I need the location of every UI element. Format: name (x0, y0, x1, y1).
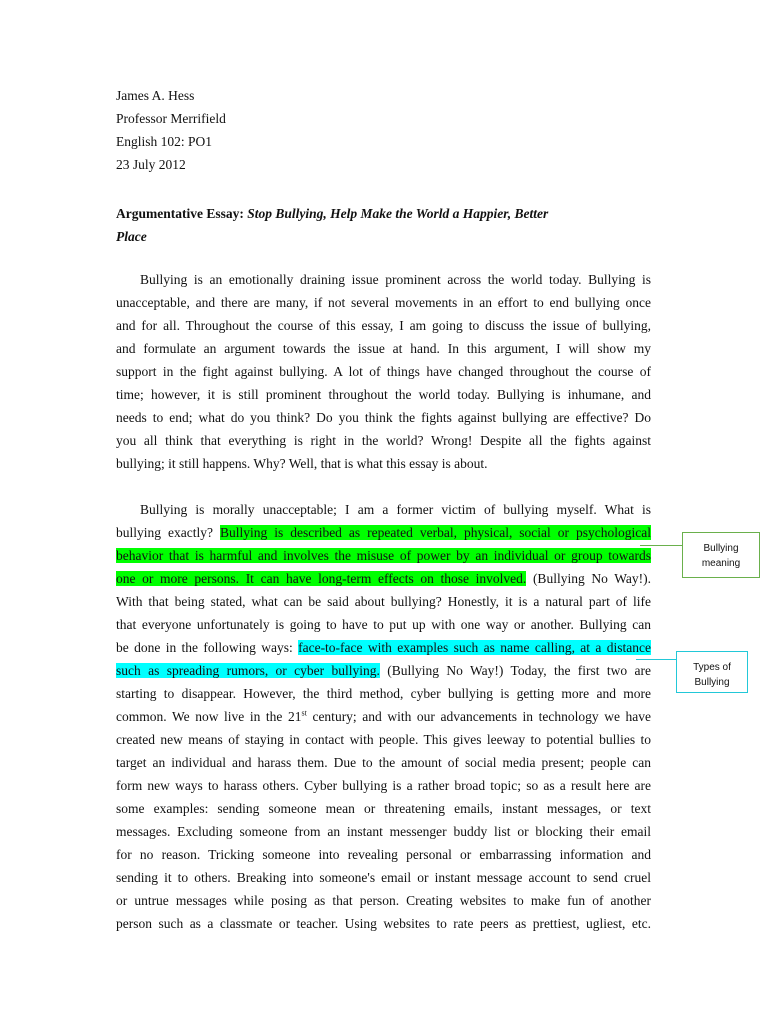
paragraph-line: Bullying is an emotionally draining issue prominent across the world today. Bullying is (140, 272, 651, 287)
professor-name: Professor Merrifield (116, 111, 226, 126)
paragraph-line: target an individual and harass them. Due to the amount of social media present; people can (116, 755, 651, 770)
paragraph-line: starting to disappear. However, the third method, cyber bullying is getting more and more (116, 686, 651, 701)
paragraph-line: form new ways to harass others. Cyber bullying is a rather broad topic; so as a result here are (116, 778, 651, 793)
comment-connector-line (640, 545, 682, 546)
highlight-bullying-meaning: Bullying is described as repeated verbal, physical, social or psychological (219, 525, 651, 540)
paragraph-line: Bullying is morally unacceptable; I am a former victim of bullying myself. What is (140, 502, 651, 517)
superscript: st (301, 708, 307, 718)
course-name: English 102: PO1 (116, 134, 213, 149)
essay-date: 23 July 2012 (116, 157, 186, 172)
highlight-bullying-meaning: behavior that is harmful and involves the misuse of power by an individual or group towards (116, 548, 651, 563)
paragraph-line: and for all. Throughout the course of this essay, I am going to discuss the issue of bullying, (116, 318, 651, 333)
paragraph-line: unacceptable, and there are many, if not several movements in an effort to end bullying once (116, 295, 651, 310)
paragraph-line: messages. Excluding someone from an instant messenger buddy list or blocking their email (116, 824, 651, 839)
paragraph-line: that everyone unfortunately is going to have to put up with one way or another. Bullying can (116, 617, 651, 632)
paragraph-line: needs to end; what do you think? Do you think the fights against bullying are effective? Do (116, 410, 651, 425)
comment-bullying-meaning[interactable] (682, 532, 760, 578)
text-run: be done in the following ways: (116, 640, 293, 655)
comment-text: Bullying (694, 677, 730, 688)
text-run: bullying exactly? (116, 525, 213, 540)
highlight-bullying-types: face-to-face with examples such as name calling, at a distance (298, 640, 651, 655)
comment-text: Types of (693, 662, 731, 673)
author-name: James A. Hess (116, 88, 195, 103)
paragraph-line: or untrue messages while posing as that person. Creating websites to make fun of another (116, 893, 651, 908)
title-main: Stop Bullying, Help Make the World a Happier, Better (247, 206, 549, 221)
paragraph-line: you all think that everything is right in the world? Wrong! Despite all the fights against (116, 433, 651, 448)
paragraph-line (116, 567, 651, 590)
text-run: century; and with our advancements in technology we have (312, 709, 651, 724)
comment-text: Bullying (703, 543, 739, 554)
highlight-bullying-meaning: one or more persons. It can have long-term effects on those involved. (116, 571, 527, 586)
paragraph-line: for no reason. Tricking someone into revealing personal or embarrassing information and (116, 847, 651, 862)
paragraph-line: sending it to others. Breaking into someone's email or instant message account to send cruel (116, 870, 651, 885)
paragraph-line (116, 705, 651, 728)
paragraph-2 (116, 498, 651, 935)
essay-title (116, 202, 586, 248)
comment-connector-line (636, 659, 676, 660)
paragraph-line: time; however, it is still prominent throughout the world today. Bullying is inhumane, and (116, 387, 651, 402)
paragraph-line (116, 659, 651, 682)
text-run: (Bullying No Way!) Today, the first two are (387, 663, 651, 678)
highlight-bullying-types: such as spreading rumors, or cyber bullying. (116, 663, 380, 678)
paragraph-line: and formulate an argument towards the issue at hand. In this argument, I will show my (116, 341, 651, 356)
title-prefix: Argumentative Essay: (116, 206, 244, 221)
citation: (Bullying No Way!). (532, 571, 651, 586)
text-run: common. We now live in the 21 (116, 709, 302, 724)
paragraph-1 (116, 268, 651, 475)
paragraph-line (116, 521, 651, 544)
comment-text: meaning (701, 558, 741, 569)
paragraph-line: bullying; it still happens. Why? Well, that is what this essay is about. (116, 456, 488, 471)
title-main-cont: Place (116, 229, 147, 244)
paragraph-line: some examples: sending someone mean or threatening emails, instant messages, or text (116, 801, 651, 816)
paragraph-line: created new means of staying in contact with people. This gives leeway to potential bullies to (116, 732, 651, 747)
paragraph-line (116, 636, 651, 659)
paragraph-line: support in the fight against bullying. A lot of things have changed throughout the course of (116, 364, 651, 379)
paragraph-line: person such as a classmate or teacher. Using websites to rate peers as prettiest, ugliest, etc. (116, 916, 651, 931)
comment-types-of-bullying[interactable] (676, 651, 748, 693)
paragraph-line: With that being stated, what can be said about bullying? Honestly, it is a natural part of life (116, 594, 651, 609)
paragraph-line (116, 544, 651, 567)
